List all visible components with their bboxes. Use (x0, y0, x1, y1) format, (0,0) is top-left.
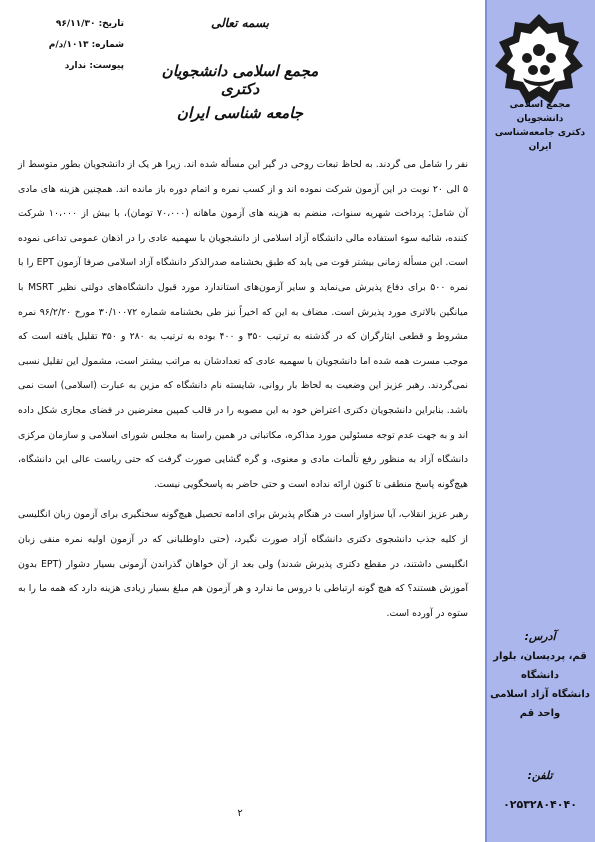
letter-date: تاریخ: ۹۶/۱۱/۳۰ (55, 19, 124, 29)
letter-number: شماره: ۱۰۱۳/د/م (48, 40, 124, 50)
logo (493, 12, 585, 112)
bismillah-heading: بسمه تعالی (210, 16, 270, 30)
address-line-1: قم، پردیسان، بلوار دانشگاه (493, 651, 587, 681)
address-line-2: دانشگاه آزاد اسلامی واحد قم (490, 689, 590, 719)
logo-line-2: دانشجویان (516, 114, 564, 124)
letter-body (18, 153, 468, 626)
contact-block (489, 630, 591, 811)
phone-number: ۰۲۵۳۲۸۰۴۰۴۰ (503, 798, 577, 811)
logo-line-4: ایران (528, 142, 552, 152)
logo-emblem-icon (493, 12, 585, 112)
page-number: ۲ (237, 808, 243, 819)
letter-meta (14, 14, 124, 77)
logo-caption (491, 98, 589, 154)
organization-subtitle: جامعه شناسی ایران (176, 104, 304, 122)
logo-line-3: دکتری جامعه‌شناسی (494, 128, 586, 138)
phone-label: تلفن: (527, 769, 553, 782)
paragraph-2: رهبر عزیز انقلاب، آیا سزاوار است در هنگام پذیرش برای ادامه تحصیل هیچ‌گونه سختگیری برای آزمون زبان انگلیسی از کلیه جذب دانشجوی دکتری دانشگاه آزاد صورت نگیرد، (حتی داوطلبانی که در آزمون اولیه نمره منفی زبان انگلیسی داشتند، در مقطع دکتری پذیرش شدند) ولی بعد از آن خواهان گذراندن آزمونی بسیار دشوار (EPT بدون آموزش هستند؟ که هیچ گونه ارتباطی با دروس ما ندارد و هر آزمون هم مبلغ بسیار زیادی هزینه دارد که همه ما را به ستوه در آورده است. (18, 509, 468, 619)
logo-line-1: مجمع اسلامی (509, 100, 571, 110)
letter-attachment: پیوست: ندارد (64, 61, 124, 71)
organization-title: مجمع اسلامی دانشجویان دکتری (161, 62, 319, 98)
paragraph-1: نفر را شامل می گردند. به لحاظ تبعات روحی در گیر این مسأله شده اند. زیرا هر یک از دانشجویان بطور متوسط از ۵ الی ۲۰ نوبت در این آزمون شرکت نموده اند و از کسب نمره و اتمام دوره باز مانده اند. همچنین هزینه های مادی آن شامل: پرداخت شهریه سنوات، منضم به هزینه های آزمون ماهانه (۷۰،۰۰۰ تومان)، با بیش از ۱۰،۰۰۰ شرکت کننده، شائبه سوء استفاده مالی دانشگاه آزاد اسلامی از دانشجویان با سهمیه عادی را در اذهان عمومی تداعی نموده است. این مسأله زمانی بیشتر قوت می یابد که طبق بخشنامه صدرالذکر دانشگاه آزاد اسلامی صرفا آزمون EPT را با نمره ۵۰۰ برای دفاع پذیرش می‌نماید و سایر آزمون‌های استاندارد مورد قبول دانشگاه‌های دولتی نظیر MSRT با میانگین بالاتری مورد پذیرش است. مضاف به این که اخیراً نیز طی بخشنامه شماره ۳۰/۱۰۰۷۲ مورخ ۹۶/۲/۲۰ نمره مشروط و قطعی ایثارگران که در گذشته به ترتیب ۳۵۰ و ۴۰۰ بوده به ترتیب به ۲۸۰ و ۳۵۰ تقلیل یافته است که موجب مسرت همه شده اما دانشجویان با سهمیه عادی که تعدادشان به مراتب بیشتر است، مشمول این تقلیل نسبی نمی‌گردند. رهبر عزیز این وضعیت به لحاظ بار روانی، شایسته نام دانشگاه که مزین به عبارت (اسلامی) است نمی باشد. بنابراین دانشجویان دکتری اعتراض خود به این مصوبه را در قالب کمپین معترضین در فضای مجازی شکل داده اند و به جهت عدم توجه مسئولین مورد مذاکره، مکاتباتی در همین راستا به مجلس شورای اسلامی و سازمان مرکزی دانشگاه آزاد به منظور رفع تألمات مادی و معنوی، و گره گشایی صورت گرفت که حتی ریاست عالی این دانشگاه، هیچ‌گونه پاسخ منطقی تا کنون ارائه نداده است و حتی حاضر به پاسخگویی نیست. (18, 159, 469, 490)
sidebar (485, 0, 595, 842)
address-label: آدرس: (524, 630, 556, 643)
